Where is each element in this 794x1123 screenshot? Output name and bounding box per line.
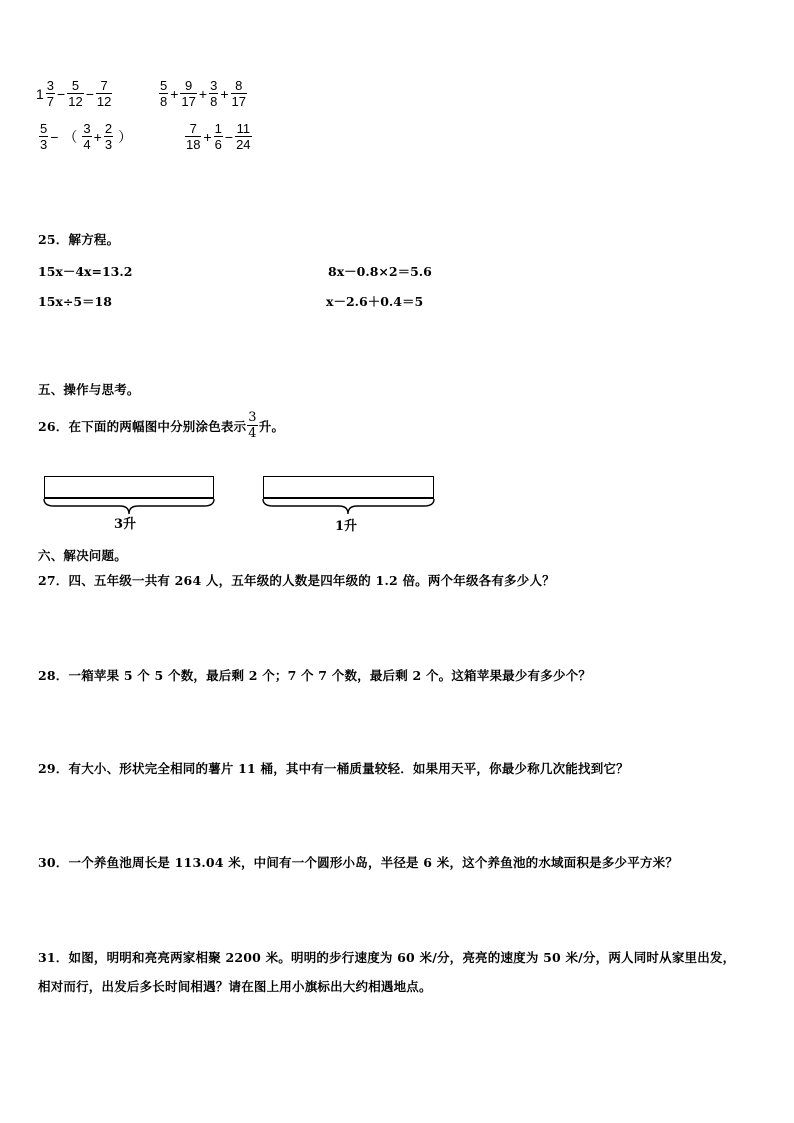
fraction: $\frac{1}{6}$ <box>214 121 222 152</box>
fraction: $\frac{7}{18}$ <box>186 121 201 152</box>
fraction: $\frac{7}{12}$ <box>96 78 112 109</box>
equation-1: 15x－4x=13.2 <box>38 264 133 279</box>
whole-number: 1 <box>36 85 44 102</box>
question-31-line-1: 31．如图，明明和亮亮两家相聚 2200 米。明明的步行速度为 60 米/分，亮亮的速度为 50 米/分，两人同时从家里出发， <box>38 950 736 965</box>
operator: − <box>224 128 234 145</box>
question-26-suffix: 升。 <box>258 418 285 434</box>
expression-2 <box>158 78 248 109</box>
question-30: 30．一个养鱼池周长是 113.04 米，中间有一个圆形小岛，半径是 6 米，这个养鱼池的水域面积是多少平方米？ <box>38 855 679 870</box>
fraction: $\frac{11}{24}$ <box>236 121 251 152</box>
question-26-prefix: 26．在下面的两幅图中分别涂色表示 <box>38 418 247 434</box>
left-paren: （ <box>63 128 78 145</box>
question-26 <box>38 410 284 441</box>
operator: − <box>50 128 59 145</box>
fraction: $\frac{2}{3}$ <box>104 121 113 152</box>
fraction: $\frac{5}{3}$ <box>40 121 48 152</box>
equation-3: 15x÷5＝18 <box>38 294 112 309</box>
question-29: 29．有大小、形状完全相同的薯片 11 桶，其中有一桶质量较轻．如果用天平，你最少称几次能找到它？ <box>38 761 629 776</box>
expression-1 <box>36 78 113 109</box>
expression-3 <box>38 121 136 152</box>
operator: + <box>198 85 208 102</box>
equation-4: x－2.6＋0.4＝5 <box>326 294 424 309</box>
operator: + <box>203 128 212 145</box>
section-5-heading: 五、操作与思考。 <box>38 382 140 397</box>
bar-2-label: 1升 <box>335 519 358 534</box>
bar-1-liter[interactable] <box>263 476 434 499</box>
operator: − <box>85 85 94 102</box>
operator: + <box>170 85 179 102</box>
bar-3-liters[interactable] <box>44 476 214 499</box>
operator: + <box>220 85 229 102</box>
section-6-heading: 六、解决问题。 <box>38 548 127 563</box>
question-25-title: 25．解方程。 <box>38 232 120 247</box>
fraction: $\frac{9}{17}$ <box>181 78 196 109</box>
question-27: 27．四、五年级一共有 264 人，五年级的人数是四年级的 1.2 倍。两个年级各有多少人？ <box>38 573 555 588</box>
bar-1-label: 3升 <box>114 517 137 532</box>
operator: − <box>57 85 66 102</box>
fraction: $\frac{3}{8}$ <box>210 78 218 109</box>
fraction: $\frac{5}{12}$ <box>68 78 83 109</box>
fraction: $\frac{3}{4}$ <box>248 410 257 441</box>
fraction: $\frac{5}{8}$ <box>160 78 168 109</box>
right-paren: ） <box>118 128 133 145</box>
fraction: $\frac{3}{7}$ <box>46 78 55 109</box>
equation-2: 8x－0.8×2＝5.6 <box>328 264 432 279</box>
expression-4 <box>184 121 253 152</box>
question-31-line-2: 相对而行，出发后多长时间相遇？请在图上用小旗标出大约相遇地点。 <box>38 979 432 994</box>
brace-2 <box>261 497 436 517</box>
fraction: $\frac{8}{17}$ <box>231 78 246 109</box>
fraction: $\frac{3}{4}$ <box>83 121 91 152</box>
question-28: 28．一箱苹果 5 个 5 个数，最后剩 2 个；7 个 7 个数，最后剩 2 个。这箱苹果最少有多少个？ <box>38 668 592 683</box>
operator: + <box>93 128 102 145</box>
